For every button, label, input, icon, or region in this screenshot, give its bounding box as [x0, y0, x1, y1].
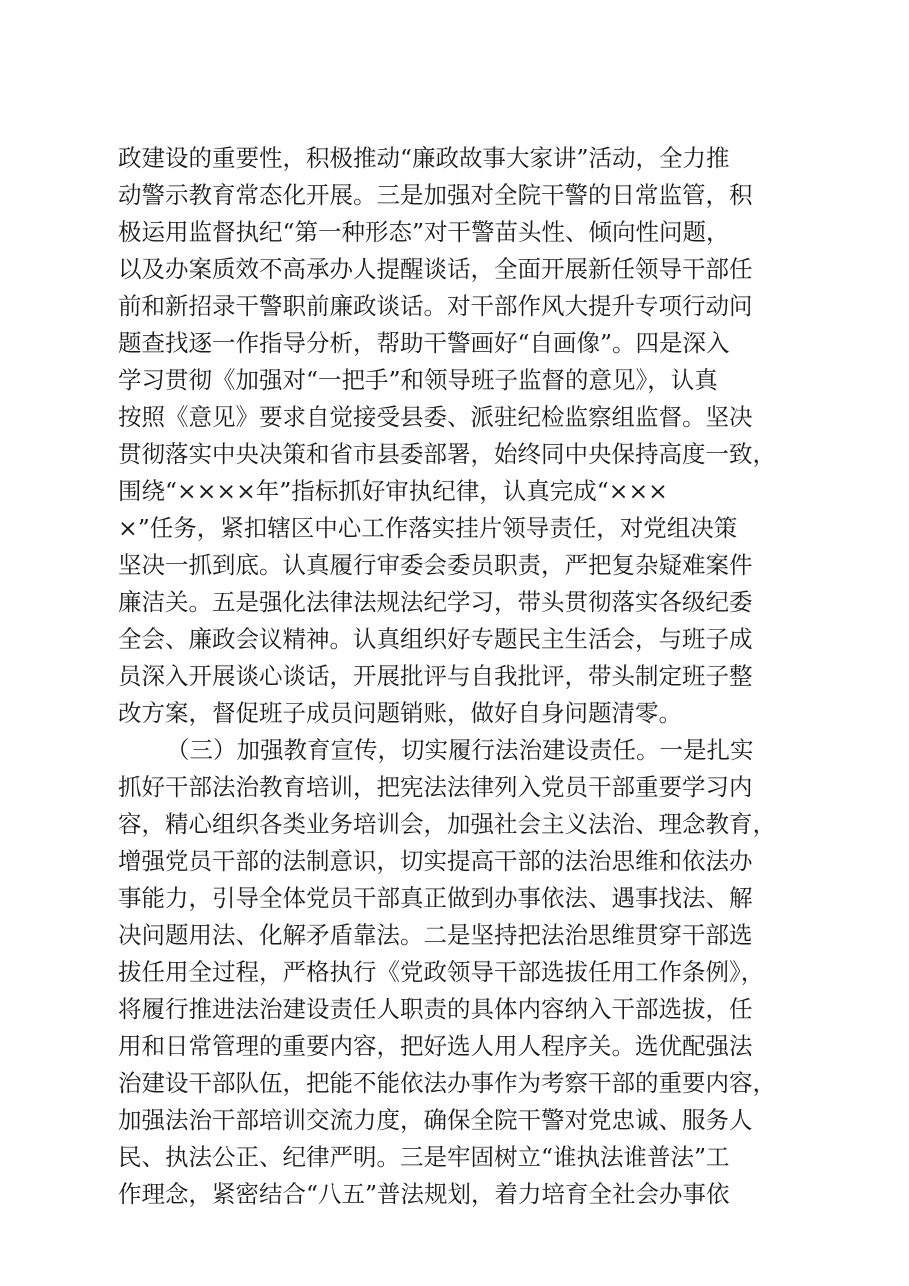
text-line: 全会、廉政会议精神。认真组织好专题民主生活会，与班子成	[118, 625, 753, 653]
text-line: 决问题用法、化解矛盾靠法。二是坚持把法治思维贯穿干部选	[118, 921, 753, 949]
text-line: 增强党员干部的法制意识，切实提高干部的法治思维和依法办	[118, 847, 753, 875]
text-line: 按照《意见》要求自觉接受县委、派驻纪检监察组监督。坚决	[118, 403, 753, 431]
text-line: 容，精心组织各类业务培训会，加强社会主义法治、理念教育，	[118, 810, 776, 838]
text-line: 将履行推进法治建设责任人职责的具体内容纳入干部选拔，任	[118, 995, 753, 1023]
text-line: 抓好干部法治教育培训，把宪法法律列入党员干部重要学习内	[118, 773, 753, 801]
text-line: 前和新招录干警职前廉政谈话。对干部作风大提升专项行动问	[118, 292, 753, 320]
body-text	[118, 140, 798, 1213]
text-line: 以及办案质效不高承办人提醒谈话，全面开展新任领导干部任	[118, 255, 753, 283]
text-line: 拔任用全过程，严格执行《党政领导干部选拔任用工作条例》，	[118, 958, 765, 986]
text-line: 坚决一抓到底。认真履行审委会委员职责，严把复杂疑难案件	[118, 551, 753, 579]
text-line: 加强法治干部培训交流力度，确保全院干警对党忠诚、服务人	[118, 1106, 753, 1134]
section-heading-line: （三）加强教育宣传，切实履行法治建设责任。一是扎实	[166, 736, 754, 764]
text-line: 员深入开展谈心谈话，开展批评与自我批评，带头制定班子整	[118, 662, 753, 690]
text-line: ×”任务，紧扣辖区中心工作落实挂片领导责任，对党组决策	[118, 514, 738, 542]
text-line: 围绕“××××年”指标抓好审执纪律，认真完成“×××	[118, 477, 668, 505]
text-line: 用和日常管理的重要内容，把好选人用人程序关。选优配强法	[118, 1032, 753, 1060]
text-line: 题查找逐一作指导分析，帮助干警画好“自画像”。四是深入	[118, 329, 730, 357]
text-line: 改方案，督促班子成员问题销账，做好自身问题清零。	[118, 699, 682, 727]
text-line: 廉洁关。五是强化法律法规法纪学习，带头贯彻落实各级纪委	[118, 588, 753, 616]
text-line: 极运用监督执纪“第一种形态”对干警苗头性、倾向性问题，	[118, 218, 730, 246]
text-line: 事能力，引导全体党员干部真正做到办事依法、遇事找法、解	[118, 884, 753, 912]
text-line: 作理念，紧密结合“八五”普法规划，着力培育全社会办事依	[118, 1180, 730, 1208]
text-line: 动警示教育常态化开展。三是加强对全院干警的日常监管，积	[118, 181, 753, 209]
text-line: 政建设的重要性，积极推动“廉政故事大家讲”活动，全力推	[118, 144, 730, 172]
text-line: 贯彻落实中央决策和省市县委部署，始终同中央保持高度一致，	[118, 440, 776, 468]
text-line: 学习贯彻《加强对“一把手”和领导班子监督的意见》，认真	[118, 366, 718, 394]
text-line: 民、执法公正、纪律严明。三是牢固树立“谁执法谁普法”工	[118, 1143, 730, 1171]
text-line: 治建设干部队伍，把能不能依法办事作为考察干部的重要内容，	[118, 1069, 776, 1097]
